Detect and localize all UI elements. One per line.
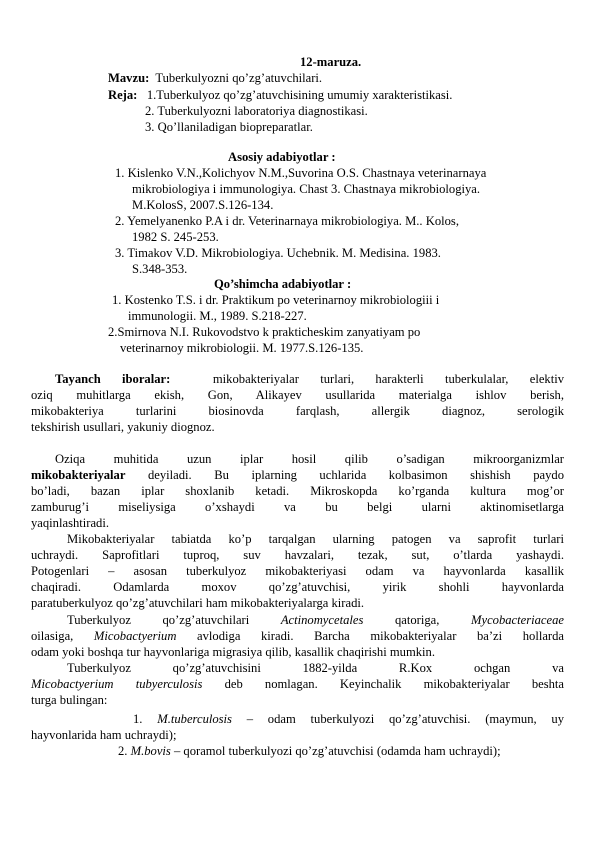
- reference-line: mikrobiologiya i immunologiya. Chast 3. Chastnaya mikrobiologiya.: [132, 182, 481, 196]
- paragraph-line: yaqinlashtiradi.: [31, 516, 109, 530]
- taxon-name: Actinomycetales: [280, 613, 364, 627]
- keywords-line: tekshirish usullari, yakuniy diognoz.: [31, 420, 215, 434]
- keywords-line: mikobakteriya turlarini biosinovda farqlash, allergik diagnoz, serologik: [31, 404, 564, 418]
- paragraph-line: paratuberkulyoz qo’zg’atuvchilari ham mikobakteriyalarga kiradi.: [31, 596, 365, 610]
- plan-item: 3. Qo’llaniladigan biopreparatlar.: [145, 120, 313, 134]
- keywords-line: [55, 372, 564, 387]
- reference-line: 1. Kislenko V.N.,Kolichyov N.M.,Suvorina O.S. Chastnaya veterinarnaya: [115, 166, 487, 180]
- reference-line: M.KolosS, 2007.S.126-134.: [132, 198, 274, 212]
- reference-line: veterinarnoy mikrobiologii. M. 1977.S.126-135.: [120, 341, 364, 355]
- taxon-name: Micobactyerium: [93, 629, 177, 643]
- paragraph-line: odam yoki boshqa tur hayvonlariga migrasiya qilib, kasallik chaqirishi mumkin.: [31, 645, 435, 659]
- reference-line: S.348-353.: [132, 262, 188, 276]
- paragraph-line: Mikobakteriyalar tabiatda ko’p tarqalgan ularning patogen va saprofit turlari: [67, 532, 564, 546]
- paragraph-line: Micobactyerium tubyerculosis deb nomlagan. Keyinchalik mikobakteriyalar beshta: [31, 677, 564, 691]
- paragraph-line: turga bulingan:: [31, 693, 108, 707]
- paragraph-line: uchraydi. Saprofitlari tuproq, suv havzalari, tezak, sut, o’tlarda yashaydi.: [31, 548, 564, 562]
- paragraph-line: Tuberkulyoz qo’zg’atuvchilari Actinomycetales qatoriga, Mycobacteriaceae: [67, 613, 564, 627]
- reference-line: 2. Yemelyanenko P.A i dr. Veterinarnaya mikrobiologiya. M.. Kolos,: [115, 214, 459, 228]
- topic-line: [108, 71, 322, 86]
- reference-line: 1. Kostenko T.S. i dr. Praktikum po veterinarnoy mikrobiologiii i: [112, 293, 440, 307]
- paragraph-line: zamburug’i miseliysiga o’xshaydi va bu belgi ularni aktinomisetlarga: [31, 500, 564, 514]
- reference-line: 1982 S. 245-253.: [132, 230, 219, 244]
- bold-term: mikobakteriyalar: [31, 468, 126, 482]
- reference-line: 2.Smirnova N.I. Rukovodstvo k prakticheskim zanyatiyam po: [108, 325, 421, 339]
- topic-text: Tuberkulyozni qo’zg’atuvchilari.: [155, 71, 323, 85]
- paragraph-line: Tuberkulyoz qo’zg’atuvchisini 1882-yilda R.Kox ochgan va: [67, 661, 564, 675]
- plan-item: 1.Tuberkulyoz qo’zg’atuvchisining umumiy xarakteristikasi.: [146, 88, 453, 102]
- paragraph-line: Oziqa muhitida uzun iplar hosil qilib o’sadigan mikroorganizmlar: [55, 452, 564, 466]
- paragraph-line: mikobakteriyalar deyiladi. Bu iplarning uchlarida kolbasimon shishish paydo: [31, 468, 564, 482]
- extra-refs-heading: Qo’shimcha adabiyotlar :: [214, 277, 352, 291]
- plan-label: Reja:: [108, 88, 138, 102]
- reference-line: 3. Timakov V.D. Mikrobiologiya. Uchebnik. M. Medisina. 1983.: [115, 246, 441, 260]
- list-item-continuation: hayvonlarida ham uchraydi);: [31, 728, 177, 742]
- taxon-name: Micobactyerium tubyerculosis: [31, 677, 203, 691]
- taxon-name: M.tuberculosis: [157, 712, 232, 726]
- keywords-line: oziq muhitlarga ekish, Gon, Alikayev usullarida materialga ishlov berish,: [31, 388, 564, 402]
- taxon-name: Mycobacteriaceae: [470, 613, 564, 627]
- lecture-title: 12-maruza.: [300, 55, 362, 69]
- paragraph-line: chaqiradi. Odamlarda moxov qo’zg’atuvchisi, yirik shohli hayvonlarda: [31, 580, 564, 594]
- keywords-text: mikobakteriyalar turlari, harakterli tuberkulalar, elektiv: [212, 372, 565, 386]
- reference-line: immunologii. M., 1989. S.218-227.: [128, 309, 307, 323]
- main-refs-heading: Asosiy adabiyotlar :: [228, 150, 336, 164]
- paragraph-line: bo’ladi, bazan iplar shoxlanib ketadi. Mikroskopda ko’rganda kultura mog’or: [31, 484, 564, 498]
- paragraph-line: Potogenlari – asosan tuberkulyoz mikobakteriyasi odam va hayvonlarda kasallik: [31, 564, 564, 578]
- topic-label: Mavzu:: [108, 71, 150, 85]
- list-item: 2. M.bovis – qoramol tuberkulyozi qo’zg’atuvchisi (odamda ham uchraydi);: [118, 744, 501, 758]
- paragraph-line: oilasiga, Micobactyerium avlodiga kiradi. Barcha mikobakteriyalar ba’zi hollarda: [31, 629, 564, 643]
- keywords-label: Tayanch iboralar:: [55, 372, 171, 386]
- plan-line-1: [108, 88, 452, 103]
- plan-item: 2. Tuberkulyozni laboratoriya diagnostikasi.: [145, 104, 368, 118]
- taxon-name: M.bovis: [130, 744, 171, 758]
- list-item: 1. M.tuberculosis – odam tuberkulyozi qo’zg’atuvchisi. (maymun, uy: [133, 712, 565, 726]
